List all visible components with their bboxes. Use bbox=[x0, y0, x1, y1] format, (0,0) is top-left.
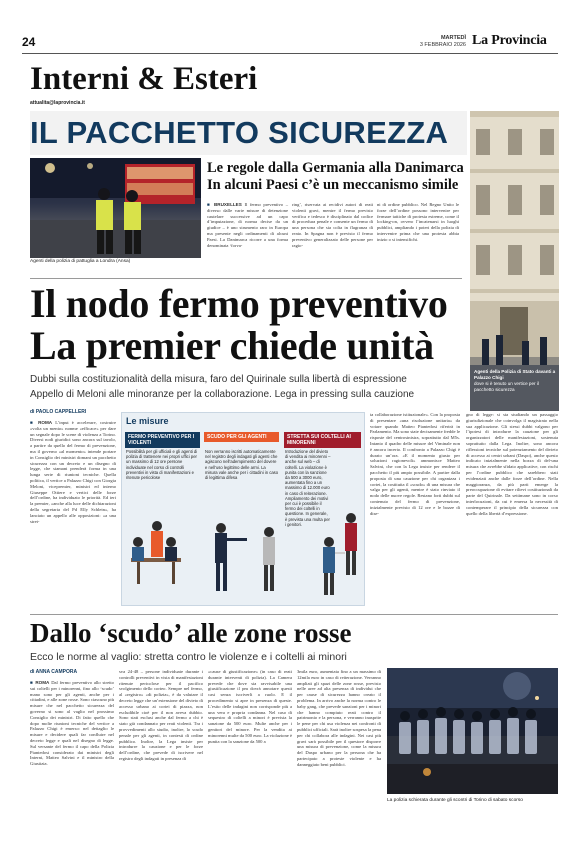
second-headline: Dallo ‘scudo’ alle zone rosse bbox=[30, 618, 352, 648]
second-col-1: ■ ROMA Dal fermo preventivo allo stretto sui coltelli per i minorenni, fino allo ‘scudo’ mano sono per gli agenti, anche per i cittadini, e alle zone rosse. Sono ciascuno più misure che nel pacchetto sicurezza del governo si sono al vaglio nel prossimo Consiglio dei ministri. Di fatto quello che dopo molte riunioni tecniche del vertice a Palazzo Chigi è emerso: nel dettaglio le misure e decidere quali far confluire nel decreto legge e quali nel disegno di legge. Sul versante del fermo il capo della Polizia Piantedosi considerato dai ministri degli Interni, Matteo Salvini e il ministro della Giustizia. bbox=[30, 680, 114, 767]
photo-chigi-caption-1: Agenti della Polizia di Stato davanti a Palazzo Chigi bbox=[474, 369, 556, 380]
infobox-col3-text: Introduzione del divieto di vendita ai minorenni – anche sul web – di coltelli. La violazione è punita con la sanzione da 500 a 3000 euro, aumentata fino a un massimo di 12.000 euro in caso di reiterazione. Ampliamento dei motivi per cui è possibile il fermo dei coltelli in questione. In generale, è prevista una multa per i genitori. bbox=[285, 449, 331, 527]
turin-scene-graphic bbox=[387, 668, 558, 794]
side-col-1-text: Il fermo preventivo – diverso dalle varie misure di detenzione cautelare successive ad un capo d’imputazione, di norma decise da un giudice – è uno strumento raro in Europa ma presente negli ordinamenti di alcuni Paesi. La Danimarca ricorre a una forma denominata ‘forva- bbox=[207, 202, 288, 248]
main-subhead-1: Dubbi sulla costituzionalità della misura, faro del Quirinale sulla libertà di espressione bbox=[30, 374, 407, 385]
photo-palazzo-chigi bbox=[470, 111, 559, 411]
second-col-4: 3mila euro, aumentata fino a un massimo di 12mila euro in caso di reiterazione. Verranno ampliati gli spazi delle zone rosse, previsto nelle aree ad alta presenza di individui che per cause di sicurezza hanno creato il problema. In arrivo anche la norma contro le baby gang, che prevede sanzioni per i minori che hanno compiuto reati contro il patrimonio e la persona, e verranno inasprite le pene per chi usa violenza nei confronti di pubblici ufficiali. Sarà inoltre sospesa la pena per chi collabora alle indagini. Nei casi più gravi sarà possibile per il questore disporre una misura di prevenzione, come la misura del Daspo urbano per la persona che ha partecipato a proteste violente e ha danneggiato beni pubblici. bbox=[297, 669, 381, 767]
side-col-3: ni di ordine pubblico. Nel Regno Unito le forze dell’ordine possono intervenire per fermare tattiche di protesta estreme, come il locking-on, ovvero l’incatenarsi in luoghi pubblici, ampliando i poteri della polizia di intervenire prima che una protesta abbia inizio o si intensifichi. bbox=[377, 202, 459, 242]
second-col-2: sva 24-48 – persone individuate durante i controlli preventivi in vista di manifestazioni ritenute pericolose per il pacifico svolgimento dello corteo. Sempre nel fermo, al «registro» «di polizia», è da valutare il decreto legge che un’estensione del divieto di accesso urbano ai cortei di piazza, non escludibile cioè per il non aveva dubbio. Sono stati esclusi anche dal fermo a chi è stato già condannato per reati violenti. Tra i provvedimenti allo studio, inoltre, lo scudo penale per gli agenti, in contesti di ordine pubblico. Inoltre, la Lega insiste per introdurre la cauzione e per le forze dell’ordine, che prevede di iscrivere nel registro degli indagati in presenza di bbox=[119, 669, 203, 761]
main-headline-2: La premier chiede unità bbox=[30, 323, 434, 368]
second-dateline: ROMA bbox=[35, 680, 50, 685]
knife-illustration bbox=[323, 513, 357, 595]
photo-turin-caption: La polizia schierata durante gli scontri di Torino di sabato scorso bbox=[387, 798, 523, 803]
main-col-3: gno di legge: si sta studiando un passaggio giurisdizionale che coinvolga il magistrato nella sua applicazione. Gli stessi dubbi valgono per l’ipotesi di introdurre la cauzione per gli organizzatori delle manifestazioni, sostenuta soprattutto dalla Lega. Inoltre, sono ancora riflessioni tecniche sul potenziamento del divieto di accesso ai centri urbani (Daspo), anche questo indicato inizialmente nella bozza di del-una misura che avrebbe sfidato applicative, con rischi per l’ordine pubblico che sarebbero stati evidenziati anche dalle forze dell’ordine. Nella maggioranza, da più parti emerge la preoccupazione di evitare rilievi costituzionali da parte del Quirinale. Da settimane sono in corso interlocuzioni, da cui è emersa la necessità di contemperare il principio della sicurezza con quello della libertà d’espressione. bbox=[466, 412, 558, 516]
section-email: attualita@laprovincia.it bbox=[30, 100, 85, 106]
side-headline-1: Le regole dalla Germania alla Danimarca bbox=[207, 160, 464, 176]
photo-london-police bbox=[30, 158, 201, 258]
interrogation-illustration bbox=[131, 521, 181, 584]
main-col-1: ■ ROMA L’input è accelerare, costruire «volta un mento» nonme «efficace» per dare un segnale dopo le scene di violenza a Torino. Diversi nodi giuridici sono ancora sul tavolo, a partire da quello del fermo di prevenzione, ma il governo «al momento» intende portare in Consiglio dei ministri domani un pacchetto sicurezza con un decreto e un disegno di legge, che stamani prenderà forma in una lunga serie di riunioni tecniche. Quella politica, il vertice a Palazzo Chigi con Giorgia Meloni, vicepremier, ministri ed interno Giuseppe Ottiere e vertici delle forze dell’ordine, ha individuato le priorità. Ed ieri la premier, «anche alla luce delle dichiarazioni della segretaria del Pd Elly Schlein», ha lanciato un appello alle opposizioni: «a una stret- bbox=[30, 420, 116, 524]
main-col-2: ta collaborazione istituzionale». Con la proposta di presentare «una risoluzione unitaria» da votare quando Matteo Piantedosi riferirà in Parlamento. Ma sono state decisamente fredde le risposte del centrosinistra, soprattutto dal M5s. Intanto il quadro delle misure del Viminale non è ancora incerto. Il confronto a Palazzo Chigi è durato un’ora. «E il momento giusto per soluzioni ragionevoli» ammonisce Matteo Salvini, che con la Lega insiste per rendere il pacchetto il più ampio possibile. A partire dalla proposta di una cauzione per chi organizza i cortei, la costituita il «scudo» di una misura che valga per gli agenti, mentre è stato rinviato il nodo delle nuove regole. Restano forti dubbi sul contenuto del fermo di prevenzione, inizialmente previsto di 12 ore e le bozze di dise- bbox=[370, 412, 460, 516]
second-col-1-text: Dal fermo preventivo allo stretto sui coltelli per i minorenni, fino allo ‘scudo’ mano sono per gli agenti, anche per i cittadini, e alle zone rosse. Sono ciascuno più misure che nel pacchetto sicurezza del governo si sono al vaglio nel prossimo Consiglio dei ministri. Di fatto quello che dopo molte riunioni tecniche del vertice a Palazzo Chigi è emerso: nel dettaglio le misure e decidere quali far confluire nel decreto legge e quali nel disegno di legge. Sul versante del fermo il capo della Polizia Piantedosi considerato dai ministri degli Interni, Matteo Salvini e il ministro della Giustizia. bbox=[30, 680, 114, 767]
infobox-col2-head: SCUDO PER GLI AGENTI bbox=[204, 432, 279, 442]
side-col-2: ring’, riservata ai recidivi autori di reati violenti gravi, mentre il fermo previsto verifica e tedesco è disciplinato dal codice di procedura penale e consente un fermo di una persona che sia colta in flagranza di reato. In Spagna non è previsto il fermo preventivo generalizzato delle persone per ragio- bbox=[292, 202, 373, 248]
main-top-rule bbox=[30, 278, 462, 279]
main-byline bbox=[30, 409, 86, 415]
london-scene-graphic bbox=[30, 158, 201, 258]
second-col-3: «cause di giustificazione» (in caso di reati durante interventi di polizia). La Camera prevede che dove sia ravvisabile una giustificazione il pm dovrà annotare questi casi senza iscriverli a ruolo. E il procedimento si apre in presenza di queste. L’esito delle indagini non corrisponde più a una vera e propria condanna. Nel caso di sequestro di coltelli a minori è prevista la sanzione da 500 euro. Multe anche per i genitori del minore. Per la vendita ai minorenni multe da 500 euro. La violazione è punita con la sanzione da 500 a bbox=[208, 669, 292, 744]
infobox-col1-text: Possibilità per gli ufficiali e gli agenti di polizia di trattenere nei propri uffici per un massimo di 12 ore persone individuate nel corso di controlli preventivi in vista di manifestazioni e ritenute pericolose bbox=[126, 449, 198, 481]
side-headline-2: In alcuni Paesi c’è un meccanismo simile bbox=[207, 177, 459, 193]
page-number: 24 bbox=[22, 35, 36, 49]
main-subhead-2: Appello di Meloni alle minoranze per la collaborazione. Lega in pressing sulla cauzione bbox=[30, 389, 415, 400]
side-dateline: BRUXELLES bbox=[213, 202, 242, 207]
main-col-1-text: L’input è accelerare, costruire «volta un mento» nonme «efficace» per dare un segnale dopo le scene di violenza a Torino. Diversi nodi giuridici sono ancora sul tavolo, a partire da quello del fermo di prevenzione, ma il governo «al momento» intende portare in Consiglio dei ministri domani un pacchetto sicurezza con un decreto e un disegno di legge, che stamani prenderà forma in una lunga serie di riunioni tecniche. Quella politica, il vertice a Palazzo Chigi con Giorgia Meloni, vicepremier, ministri ed interno Giuseppe Ottiere e vertici delle forze dell’ordine, ha individuato le priorità. Ed ieri la premier, «anche alla luce delle dichiarazioni della segretaria del Pd Elly Schlein», ha lanciato un appello alle opposizioni: «a una stret- bbox=[30, 420, 116, 524]
agents-illustration bbox=[215, 523, 275, 591]
section-title: Interni & Esteri bbox=[30, 61, 258, 97]
infobox-col1-head: FERMO PREVENTIVO PER I VIOLENTI bbox=[125, 432, 200, 448]
issue-weekday: MARTEDÌ bbox=[440, 35, 466, 41]
side-col-1: ■ BRUXELLES Il fermo preventivo – diverso dalle varie misure di detenzione cautelare successive ad un capo d’imputazione, di norma decise da un giudice – è uno strumento raro in Europa ma presente negli ordinamenti di alcuni Paesi. La Danimarca ricorre a una forma denominata ‘forva- bbox=[207, 202, 288, 248]
second-top-rule bbox=[30, 614, 558, 615]
section-banner: IL PACCHETTO SICUREZZA bbox=[30, 115, 449, 150]
second-byline: di ANNA CAMPORA bbox=[30, 669, 78, 675]
infobox-title: Le misure bbox=[126, 416, 169, 426]
photo-london-caption: Agenti della polizia di pattuglia a Londra (Ansa) bbox=[30, 259, 131, 264]
photo-turin-clashes bbox=[387, 668, 558, 794]
second-subhead: Ecco le norme al vaglio: stretta contro le violenze e i coltelli ai minori bbox=[30, 651, 347, 663]
infobox-col2-text: Non verranno iscritti automaticamente nel registro degli indagati gli agenti che agiscono nell’adempimento del dovere e nell’uso legittimo delle armi. La misura vale anche per i cittadini in caso di legittima difesa bbox=[205, 449, 279, 481]
palazzo-facade-graphic bbox=[470, 111, 559, 411]
photo-chigi-caption-2: dove si è tenuto un vertice per il pacchetto sicurezza bbox=[474, 381, 539, 392]
newspaper-logo: La Provincia bbox=[472, 33, 547, 48]
infobox-illustration bbox=[123, 506, 363, 602]
main-headline-1: Il nodo fermo preventivo bbox=[30, 281, 448, 326]
infobox-col3-head: STRETTA SUI COLTELLI AI MINORENNI bbox=[284, 432, 361, 448]
issue-date: 3 FEBBRAIO 2026 bbox=[419, 42, 466, 48]
main-byline-text: di PAOLO CAPPELLERI bbox=[30, 409, 87, 415]
header-rule bbox=[22, 53, 558, 54]
main-dateline: ROMA bbox=[38, 420, 53, 425]
